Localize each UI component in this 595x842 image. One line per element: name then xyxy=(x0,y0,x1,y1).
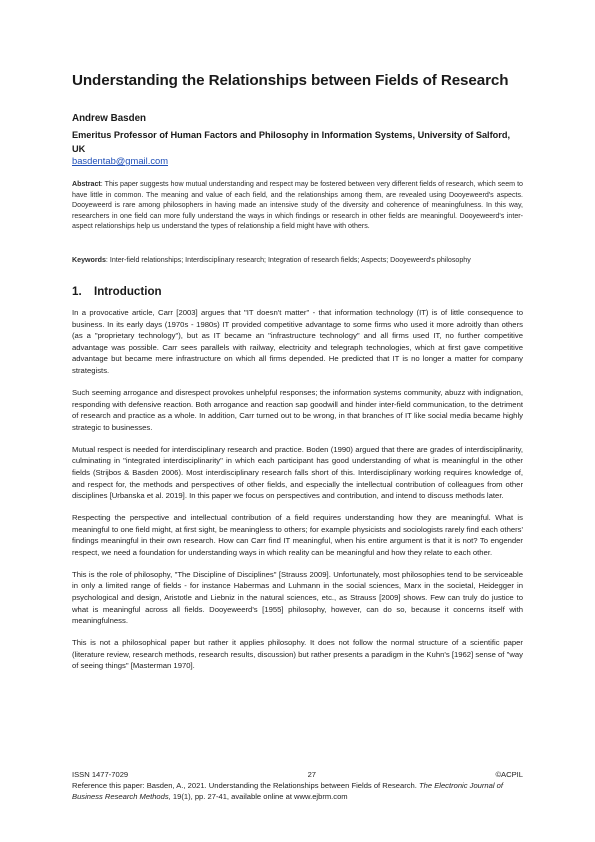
body-paragraph: Respecting the perspective and intellectual contribution of a field requires understanding how they are meaningful. What is meaningful to one field might, at first sight, be meaningless to others; for example physicists and sociologists rarely find each others' findings meaningful in their own research. How can Carr find IT meaningful, when his entire argument is that it is not? To engender respect, we need a foundation for understanding ways in which reality can be meaningful and how they relate to each other. xyxy=(72,513,523,557)
section-number: 1. xyxy=(72,285,82,298)
body-paragraph: In a provocative article, Carr [2003] argues that "IT doesn't matter" - that information technology (IT) is of little consequence to business. In its early days (1970s - 1980s) IT provided competitive advantage to some firms who used it more adroitly than others (as a "proprietary technology"), but as IT became an "infrastructure technology" and all firms used IT, no further competitive advantage was possible. Carr sees parallels with railway, electricity and telegraph technologies, which at first gave competitive advantage but became mere infrastructure on which all firms depended. He predicted that IT is no longer a matter for company strategists. xyxy=(72,308,523,375)
page-footer xyxy=(72,770,523,802)
body-paragraph: This is the role of philosophy, "The Discipline of Disciplines" [Strauss 2009]. Unfortunately, most philosophies tend to be serviceable in only a limited range of fields - for instance Habermas and Luhmann in the social sciences, Marx in the societal, Heidegger in psychological and design, Aristotle and Liebniz in the natural sciences, etc., as Strauss [2009] shows. Few can truly do justice to what is meaningful across all fields. Dooyeweerd's [1955] philosophy, however, can do so, because it concerns itself with meaningfulness. xyxy=(72,569,523,626)
author-email-link[interactable]: basdentab@gmail.com xyxy=(72,155,169,166)
footer-issn: ISSN 1477-7029 xyxy=(72,770,129,779)
keywords-label: Keywords xyxy=(72,256,106,264)
section-heading xyxy=(72,285,162,298)
keywords xyxy=(72,255,523,266)
body-paragraph: Such seeming arrogance and disrespect provokes unhelpful responses; the information systems community, abuzz with indignation, responding with defensive reaction. Both arrogance and reaction sap goodwill and hinder inter-field communication, to the detriment of research and practice as a whole. In addition, Carr turned out to be wrong, in that branches of IT like social media became highly strategic to businesses. xyxy=(72,387,523,432)
footer-row xyxy=(72,770,523,781)
abstract-text: : This paper suggests how mutual understanding and respect may be fostered between very different fields of research, which seem to have little in common. The meaning and value of each field, and the relationships among them, are revealed using Dooyeweerd's aspects. Dooyeweerd is rare among philosophers in having made an intensive study of the diversity and coherence of meaningfulness. In this way, researchers in one field can more fully understand the ways in which findings or research in other fields are meaningful. Dooyeweerd's inter-aspect relationships help us understand the types of relationship a field might have with others. xyxy=(72,180,523,231)
paper-title: Understanding the Relationships between Fields of Research xyxy=(72,72,509,89)
footer-copyright: ©ACPIL xyxy=(495,770,523,779)
reference-journal: The Electronic Journal of Business Research Methods, xyxy=(72,780,503,801)
reference-suffix: 19(1), pp. 27-41, available online at www.ejbrm.com xyxy=(170,791,348,801)
reference-prefix: Reference this paper: Basden, A., 2021. Understanding the Relationships between Fields of Research. xyxy=(72,780,419,790)
abstract xyxy=(72,179,523,232)
author-affiliation: Emeritus Professor of Human Factors and Philosophy in Information Systems, University of Salford, UK xyxy=(72,130,511,154)
footer-reference xyxy=(72,781,523,803)
section-body xyxy=(72,307,523,682)
body-paragraph: Mutual respect is needed for interdisciplinary research and practice. Boden (1990) argued that there are grades of interdisciplinarity, culminating in "integrated interdisciplinarity" in which each participant has good understanding of what is meaningful in the other fields (Strijbos & Basden 2006). Most interdisciplinary research falls short of this. Interdisciplinary working requires knowledge of, and respect for, the methods and perspectives of other fields, and especially the intellectual contribution of colleagues from other disciplines [Urbanska et al. 2019]. In this paper we focus on perspectives and contribution, and intend to discuss methods later. xyxy=(72,444,523,501)
author-name: Andrew Basden xyxy=(72,113,147,124)
footer-page-number: 27 xyxy=(307,770,317,779)
section-title: Introduction xyxy=(94,285,162,298)
keywords-text: : Inter-field relationships; Interdisciplinary research; Integration of research fields; Aspects; Dooyeweerd's philosophy xyxy=(105,256,471,264)
abstract-label: Abstract xyxy=(72,180,101,188)
body-paragraph: This is not a philosophical paper but rather it applies philosophy. It does not follow the normal structure of a scientific paper (literature review, research methods, research results, discussion) but rather presents a paradigm in the Kuhn's [1962] sense of "way of seeing things" [Masterman 1970]. xyxy=(72,638,523,671)
